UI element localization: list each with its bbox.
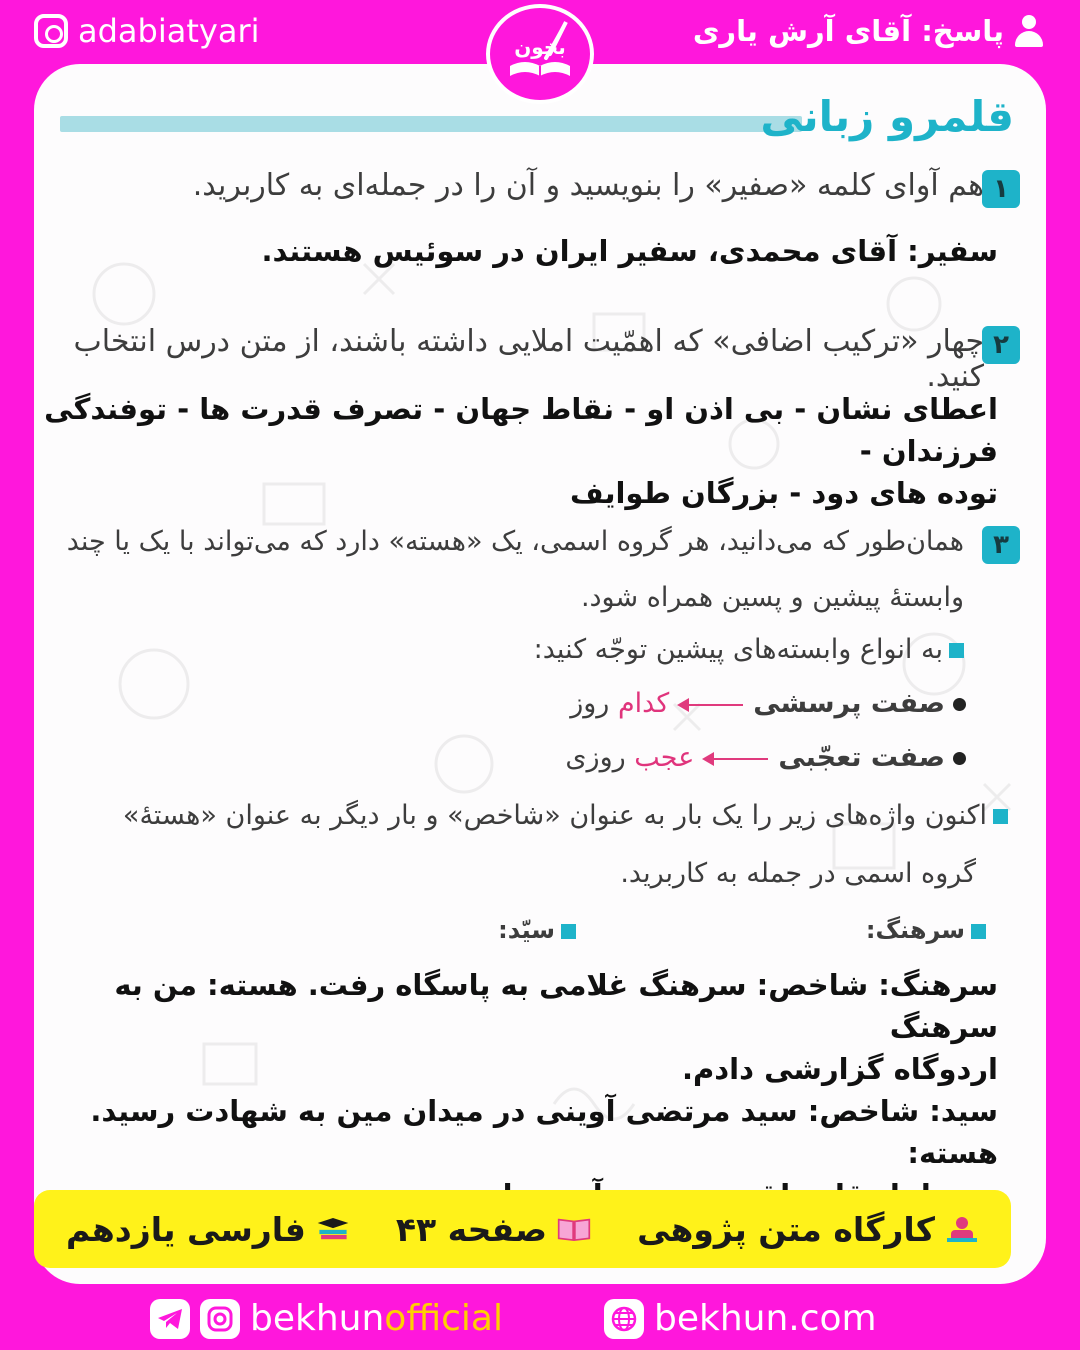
title-underline xyxy=(60,116,802,132)
footer-page-text: صفحه ۴۳ xyxy=(395,1209,548,1249)
bullet-task-line-1: اکنون واژه‌های زیر را یک بار به عنوان «شاخص» و بار دیگر به عنوان «هستهٔ» xyxy=(122,800,987,831)
book-logo-icon xyxy=(500,14,580,94)
instagram-handle-text: adabiatyari xyxy=(78,12,260,50)
answer-by-text: پاسخ: آقای آرش یاری xyxy=(692,14,1004,48)
bullet-prefixes-text: به انواع وابسته‌های پیشین توجّه کنید: xyxy=(533,634,943,665)
globe-icon xyxy=(604,1299,644,1339)
question-3-line-2: وابستهٔ پیشین و پسین همراه شود. xyxy=(580,582,964,613)
website-text: bekhun.com xyxy=(654,1298,877,1339)
word-2 xyxy=(498,916,576,944)
question-2-text: چهار «ترکیب اضافی» که اهمّیت املایی داشته باشند، از متن درس انتخاب کنید. xyxy=(73,324,984,394)
square-bullet-icon xyxy=(561,924,576,939)
answer-3 xyxy=(34,964,998,1216)
social-handle-text xyxy=(250,1298,503,1339)
dot-bullet-icon xyxy=(953,698,966,711)
footer-lesson-text: کارگاه متن پژوهی xyxy=(637,1209,935,1249)
open-book-icon xyxy=(557,1214,591,1244)
logo-text: بخون xyxy=(514,35,566,59)
answer-2 xyxy=(34,388,998,514)
bullet-prefixes xyxy=(534,634,964,665)
social-handle[interactable] xyxy=(150,1298,503,1339)
answer-3-line-1: سرهنگ: شاخص: سرهنگ غلامی به پاسگاه رفت. هسته: من به سرهنگ xyxy=(114,968,998,1045)
example-2-label: صفت تعجّبی xyxy=(778,742,945,773)
arrow-left-icon xyxy=(679,704,743,706)
question-number-2: ۲ xyxy=(982,326,1020,364)
arrow-left-icon xyxy=(704,758,768,760)
answer-3-line-3: سید: شاخص: سید مرتضی آوینی در میدان مین به شهادت رسید. هسته: xyxy=(90,1094,998,1171)
example-1-label: صفت پرسشی xyxy=(753,688,945,719)
footer-page xyxy=(396,1210,591,1249)
answer-2-line-2: توده های دود - بزرگان طوایف xyxy=(570,476,998,511)
answer-3-line-2: اردوگاه گزارشی دادم. xyxy=(682,1052,998,1087)
example-1-rest: روز xyxy=(570,688,610,719)
user-icon xyxy=(1014,15,1044,47)
answer-2-line-1: اعطای نشان - بی اذن او - نقاط جهان - تصرف قدرت ها - توفندگی فرزندان - xyxy=(44,392,998,469)
dot-bullet-icon xyxy=(953,752,966,765)
footer-book-text: فارسی یازدهم xyxy=(66,1209,306,1249)
website-link[interactable] xyxy=(604,1298,877,1339)
answer-1: سفیر: آقای محمدی، سفیر ایران در سوئیس هستند. xyxy=(261,234,998,268)
example-1-highlight: کدام xyxy=(617,688,670,719)
bottom-bar xyxy=(0,1290,1080,1350)
social-handle-main: bekhun xyxy=(250,1298,385,1339)
answer-by xyxy=(693,14,1044,48)
example-2-rest: روزی xyxy=(565,742,626,773)
graduation-books-icon xyxy=(316,1214,350,1244)
question-3-line-1: همان‌طور که می‌دانید، هر گروه اسمی، یک «هسته» دارد که می‌تواند با یک یا چند xyxy=(66,526,964,557)
square-bullet-icon xyxy=(993,809,1008,824)
bullet-task xyxy=(123,800,1008,831)
logo-badge xyxy=(486,4,594,104)
content-card xyxy=(34,64,1046,1284)
example-interrogative xyxy=(570,688,966,719)
question-number-3: ۳ xyxy=(982,526,1020,564)
footer-book xyxy=(66,1210,350,1249)
word-1 xyxy=(866,916,986,944)
teacher-icon xyxy=(945,1214,979,1244)
word-1-text: سرهنگ: xyxy=(865,916,965,944)
question-number-1: ۱ xyxy=(982,170,1020,208)
instagram-handle[interactable] xyxy=(34,12,259,50)
bullet-task-line-2: گروه اسمی در جمله به کاربرید. xyxy=(620,858,976,889)
question-1-text: هم آوای کلمه «صفیر» را بنویسید و آن را در جمله‌ای به کاربرید. xyxy=(192,168,984,203)
social-handle-accent: official xyxy=(384,1298,503,1339)
square-bullet-icon xyxy=(949,643,964,658)
footer-strip xyxy=(34,1190,1011,1268)
section-title: قلمرو زبانی xyxy=(760,92,1014,141)
telegram-icon xyxy=(150,1299,190,1339)
example-2-highlight: عجب xyxy=(634,742,695,773)
instagram-icon xyxy=(200,1299,240,1339)
square-bullet-icon xyxy=(971,924,986,939)
footer-lesson xyxy=(637,1210,979,1249)
instagram-icon xyxy=(34,14,68,48)
example-exclamatory xyxy=(565,742,966,773)
word-2-text: سیّد: xyxy=(498,916,555,944)
